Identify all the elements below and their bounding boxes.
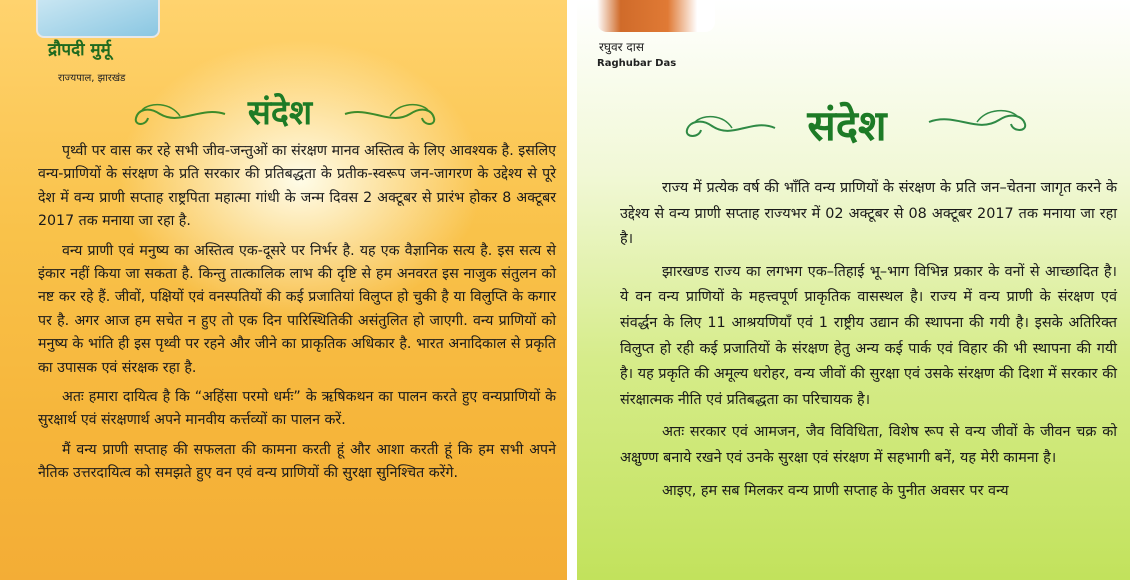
message-body	[620, 176, 1117, 511]
governor-photo	[36, 0, 160, 38]
governor-name: द्रौपदी मुर्मू	[48, 40, 111, 60]
chief-minister-name-english: Raghubar Das	[597, 58, 677, 69]
panel-divider	[567, 0, 577, 580]
swirl-ornament-right-icon	[340, 96, 450, 132]
message-body	[38, 140, 556, 492]
message-paragraph: पृथ्वी पर वास कर रहे सभी जीव-जन्तुओं का संरक्षण मानव अस्तित्व के लिए आवश्यक है. इसलिए वन्य-प्राणियों के संरक्षण के प्रति सरकार की प्रतिबद्धता के प्रतीक-स्वरूप जन-जागरण के उद्देश्य से पूरे देश में वन्य प्राणी सप्ताह राष्ट्रपिता महात्मा गांधी के जन्म दिवस 2 अक्टूबर से प्रारंभ होकर 8 अक्टूबर 2017 तक मनाया जा रहा है.	[38, 143, 556, 230]
message-paragraph: वन्य प्राणी एवं मनुष्य का अस्तित्व एक-दूसरे पर निर्भर है. यह एक वैज्ञानिक सत्य है. इस सत्य से इंकार नहीं किया जा सकता है. किन्तु तात्कालिक लाभ की दृष्टि से हम अनवरत इस नाजुक संतुलन को नष्ट कर रहे हैं. जीवों, पक्षियों एवं वनस्पतियों की कई प्रजातियां विलुप्त हो चुकी है या विलुप्ति के कगार पर है. अगर आज हम सचेत न हुए तो एक दिन पारिस्थितिकी असंतुलित हो जाएगी. वन्य प्राणियों को मनुष्य के भांति ही इस पृथ्वी पर रहने और जीने का प्राकृतिक अधिकार है. भारत अनादिकाल से प्रकृति का उपासक एवं संरक्षक रहा है.	[38, 242, 556, 376]
message-paragraph: मैं वन्य प्राणी सप्ताह की सफलता की कामना करती हूं और आशा करती हूं कि हम सभी अपने नैतिक उत्तरदायित्व को समझते हुए वन एवं वन्य प्राणियों की सुरक्षा सुनिश्चित करेंगे.	[38, 441, 556, 482]
message-paragraph: अतः हमारा दायित्व है कि “अहिंसा परमो धर्मः” के ऋषिकथन का पालन करते हुए वन्यप्राणियों के सुरक्षार्थ एवं संरक्षणार्थ अपने मानवीय कर्त्तव्यों का पालन करें.	[38, 389, 556, 429]
governor-title: राज्यपाल, झारखंड	[58, 73, 126, 84]
message-heading: संदेश	[247, 93, 313, 133]
chief-minister-message-panel	[577, 0, 1130, 580]
chief-minister-photo	[597, 0, 715, 32]
message-paragraph: झारखण्ड राज्य का लगभग एक–तिहाई भू–भाग विभिन्न प्रकार के वनों से आच्छादित है। ये वन वन्य प्राणियों के महत्त्वपूर्ण प्राकृतिक वासस्थल है। राज्य में वन्य प्राणी के संरक्षण एवं संवर्द्धन के लिए 11 आश्रयणियाँ एवं 1 राष्ट्रीय उद्यान की स्थापना की गयी है। इसके अतिरिक्त विलुप्त हो रही कई प्रजातियों के संरक्षण हेतु अन्य कई पार्क एवं विहार की भी स्थापना की गयी है। यह प्रकृति की अमूल्य धरोहर, वन्य जीवों की सुरक्षा एवं उसके संरक्षण की दिशा में सरकार की संरक्षात्मक नीति एवं प्रतिबद्धता का परिचायक है।	[620, 263, 1117, 408]
swirl-ornament-right-icon	[927, 100, 1037, 140]
swirl-ornament-left-icon	[677, 106, 777, 146]
chief-minister-name-hindi: रघुवर दास	[599, 40, 644, 54]
message-paragraph: आइए, हम सब मिलकर वन्य प्राणी सप्ताह के पुनीत अवसर पर वन्य	[662, 482, 1009, 499]
message-heading: संदेश	[807, 101, 887, 150]
message-paragraph: राज्य में प्रत्येक वर्ष की भाँति वन्य प्राणियों के संरक्षण के प्रति जन–चेतना जागृत करने के उद्देश्य से वन्य प्राणी सप्ताह राज्यभर में 02 अक्टूबर से 08 अक्टूबर 2017 तक मनाया जा रहा है।	[620, 180, 1117, 248]
message-paragraph: अतः सरकार एवं आमजन, जैव विविधिता, विशेष रूप से वन्य जीवों के जीवन चक्र को अक्षुण्ण बनाये रखने एवं उनके सुरक्षा एवं संरक्षण में सहभागी बनें, यह मेरी कामना है।	[620, 424, 1117, 466]
